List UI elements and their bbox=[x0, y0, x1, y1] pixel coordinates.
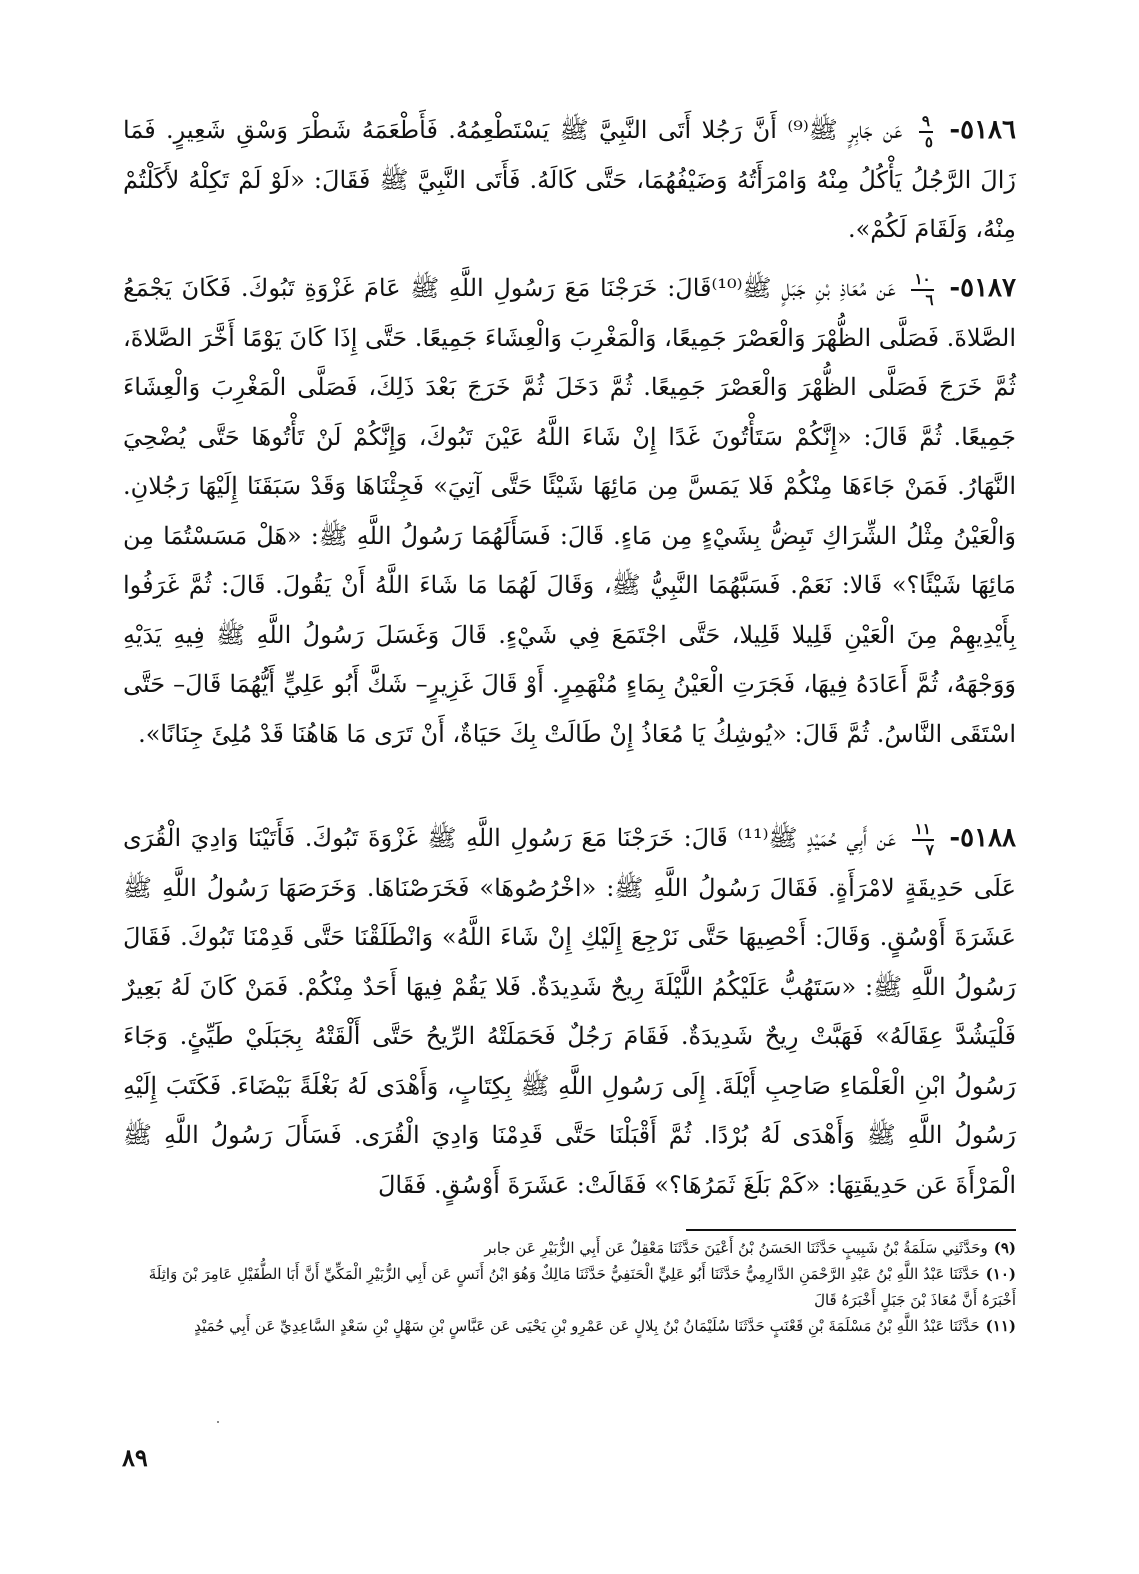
footnotes bbox=[123, 1235, 1016, 1339]
footnote-9 bbox=[123, 1235, 1016, 1261]
footnote-number: (٩) bbox=[993, 1239, 1016, 1257]
hadith-5186 bbox=[123, 106, 1016, 255]
footnote-text: حَدَّثَنَا عَبْدُ اللَّهِ بْنُ عَبْدِ الرَّحْمَنِ الدَّارِمِيُّ حَدَّثَنَا أَبُو عَلِيٍّ الْحَنَفِيُّ حَدَّثَنَا مَالِكٌ وَهُوَ ابْنُ أَنَسٍ عَن أَبِي الزُّبَيْرِ الْمَكِّيِّ أَنَّ أَبَا الطُّفَيْلِ عَامِرَ بْنَ وَاثِلَةَ أَخْبَرَهُ أَنَّ مُعَاذَ بْنَ جَبَلٍ أَخْبَرَهُ قَالَ bbox=[148, 1265, 1016, 1309]
cross-reference-fraction bbox=[911, 269, 934, 309]
cross-reference-fraction bbox=[912, 819, 934, 859]
fraction-denominator: ٦ bbox=[925, 290, 934, 309]
hadith-number: ٥١٨٧- bbox=[949, 273, 1016, 303]
hadith-number: ٥١٨٦- bbox=[949, 115, 1016, 145]
fraction-denominator: ٧ bbox=[925, 840, 934, 859]
footnote-text: حَدَّثَنَا عَبْدُ اللَّهِ بْنُ مَسْلَمَةَ بْنِ قَعْنَبٍ حَدَّثَنَا سُلَيْمَانُ بْنُ بِلالٍ عَن عَمْرِو بْنِ يَحْيَى عَن عَبَّاسٍ بْنِ سَهْلٍ بْنِ سَعْدٍ السَّاعِدِيِّ عَن أَبِي حُمَيْدٍ bbox=[194, 1317, 980, 1335]
cross-reference-fraction bbox=[919, 111, 933, 151]
hadith-text: عَن مُعَاذِ بْنِ جَبَلٍ ﷺ⁽¹⁰⁾قَالَ: خَرَجْنَا مَعَ رَسُولِ اللَّهِ ﷺ عَامَ غَزْوَةِ تَبُوكَ. فَكَانَ يَجْمَعُ الصَّلاةَ. فَصَلَّى الظُّهْرَ وَالْعَصْرَ جَمِيعًا، وَالْمَغْرِبَ وَالْعِشَاءَ جَمِيعًا. حَتَّى إِذَا كَانَ يَوْمًا أَخَّرَ الصَّلاةَ، ثُمَّ خَرَجَ فَصَلَّى الظُّهْرَ وَالْعَصْرَ جَمِيعًا. ثُمَّ دَخَلَ ثُمَّ خَرَجَ بَعْدَ ذَلِكَ، فَصَلَّى الْمَغْرِبَ وَالْعِشَاءَ جَمِيعًا. ثُمَّ قَالَ: «إِنَّكُمْ سَتَأْتُونَ غَدًا إِنْ شَاءَ اللَّهُ عَيْنَ تَبُوكَ، وَإِنَّكُمْ لَنْ تَأْتُوهَا حَتَّى يُضْحِيَ النَّهَارُ. فَمَنْ جَاءَهَا مِنْكُمْ فَلا يَمَسَّ مِن مَائِهَا شَيْئًا حَتَّى آتِيَ» فَجِئْنَاهَا وَقَدْ سَبَقَنَا إِلَيْهَا رَجُلانِ. وَالْعَيْنُ مِثْلُ الشِّرَاكِ تَبِضُّ بِشَيْءٍ مِن مَاءٍ. قَالَ: فَسَأَلَهُمَا رَسُولُ اللَّهِ ﷺ: «هَلْ مَسَسْتُمَا مِن مَائِهَا شَيْئًا؟» قَالا: نَعَمْ. فَسَبَّهُمَا النَّبِيُّ ﷺ، وَقَالَ لَهُمَا مَا شَاءَ اللَّهُ أَنْ يَقُولَ. قَالَ: ثُمَّ غَرَفُوا بِأَيْدِيهِمْ مِنَ الْعَيْنِ قَلِيلا قَلِيلا، حَتَّى اجْتَمَعَ فِي شَيْءٍ. قَالَ وَغَسَلَ رَسُولُ اللَّهِ ﷺ فِيهِ يَدَيْهِ وَوَجْهَهُ، ثُمَّ أَعَادَهُ فِيهَا، فَجَرَتِ الْعَيْنُ بِمَاءٍ مُنْهَمِرٍ. أَوْ قَالَ غَزِيرٍ– شَكَّ أَبُو عَلِيٍّ أَيُّهُمَا قَالَ– حَتَّى اسْتَقَى النَّاسُ. ثُمَّ قَالَ: «يُوشِكُ يَا مُعَاذُ إِنْ طَالَتْ بِكَ حَيَاةٌ، أَنْ تَرَى مَا هَاهُنَا قَدْ مُلِئَ جِنَانًا». bbox=[123, 274, 1017, 748]
fraction-numerator: ٩ bbox=[919, 114, 933, 133]
hadith-text: عَن أَبِي حُمَيْدٍ ﷺ⁽¹¹⁾ قَالَ: خَرَجْنَا مَعَ رَسُولِ اللَّهِ ﷺ غَزْوَةَ تَبُوكَ. فَأَتَيْنَا وَادِيَ الْقُرَى عَلَى حَدِيقَةٍ لامْرَأَةٍ. فَقَالَ رَسُولُ اللَّهِ ﷺ: «اخْرُصُوهَا» فَخَرَصْنَاهَا. وَخَرَصَهَا رَسُولُ اللَّهِ ﷺ عَشَرَةَ أَوْسُقٍ. وَقَالَ: أَحْصِيهَا حَتَّى نَرْجِعَ إِلَيْكِ إِنْ شَاءَ اللَّهُ» وَانْطَلَقْنَا حَتَّى قَدِمْنَا تَبُوكَ. فَقَالَ رَسُولُ اللَّهِ ﷺ: «سَتَهُبُّ عَلَيْكُمُ اللَّيْلَةَ رِيحٌ شَدِيدَةٌ. فَلا يَقُمْ فِيهَا أَحَدٌ مِنْكُمْ. فَمَنْ كَانَ لَهُ بَعِيرٌ فَلْيَشُدَّ عِقَالَهُ» فَهَبَّتْ رِيحٌ شَدِيدَةٌ. فَقَامَ رَجُلٌ فَحَمَلَتْهُ الرِّيحُ حَتَّى أَلْقَتْهُ بِجَبَلَيْ طَيِّئٍ. وَجَاءَ رَسُولُ ابْنِ الْعَلْمَاءِ صَاحِبِ أَيْلَةَ. إِلَى رَسُولِ اللَّهِ ﷺ بِكِتَابٍ، وَأَهْدَى لَهُ بَغْلَةً بَيْضَاءَ. فَكَتَبَ إِلَيْهِ رَسُولُ اللَّهِ ﷺ وَأَهْدَى لَهُ بُرْدًا. ثُمَّ أَقْبَلْنَا حَتَّى قَدِمْنَا وَادِيَ الْقُرَى. فَسَأَلَ رَسُولُ اللَّهِ ﷺ الْمَرْأَةَ عَن حَدِيقَتِهَا: «كَمْ بَلَغَ ثَمَرُهَا؟» فَقَالَتْ: عَشَرَةَ أَوْسُقٍ. فَقَالَ bbox=[123, 824, 1017, 1199]
footnote-number: (١١) bbox=[985, 1317, 1016, 1335]
scan-speck bbox=[217, 1421, 219, 1423]
page-number: ٨٩ bbox=[122, 1443, 148, 1472]
footnote-text: وحَدَّثَنِي سَلَمَةُ بْنُ شَبِيبٍ حَدَّثَنَا الحَسَنُ بْنُ أَعْيَنَ حَدَّثَنَا مَعْقِلٌ عَن أَبِي الزُّبَيْرِ عَن جابر bbox=[484, 1239, 988, 1257]
footnote-10 bbox=[123, 1261, 1016, 1313]
footnote-divider bbox=[686, 1229, 1016, 1231]
hadith-5187 bbox=[123, 264, 1016, 759]
fraction-denominator: ٥ bbox=[924, 132, 933, 151]
hadith-text: عَن جَابِرٍ ﷺ⁽⁹⁾ أَنَّ رَجُلا أَتَى النَّبِيَّ ﷺ يَسْتَطْعِمُهُ. فَأَطْعَمَهُ شَطْرَ وَسْقِ شَعِيرٍ. فَمَا زَالَ الرَّجُلُ يَأْكُلُ مِنْهُ وَامْرَأَتُهُ وَضَيْفُهُمَا، حَتَّى كَالَهُ. فَأَتَى النَّبِيَّ ﷺ فَقَالَ: «لَوْ لَمْ تَكِلْهُ لأَكَلْتُمْ مِنْهُ، وَلَقَامَ لَكُمْ». bbox=[123, 116, 1016, 243]
hadith-5188 bbox=[123, 814, 1016, 1210]
footnote-11 bbox=[123, 1313, 1016, 1339]
fraction-numerator: ١١ bbox=[912, 822, 934, 841]
fraction-numerator: ١٠ bbox=[911, 272, 933, 291]
footnote-number: (١٠) bbox=[985, 1265, 1016, 1283]
hadith-number: ٥١٨٨- bbox=[949, 823, 1016, 853]
